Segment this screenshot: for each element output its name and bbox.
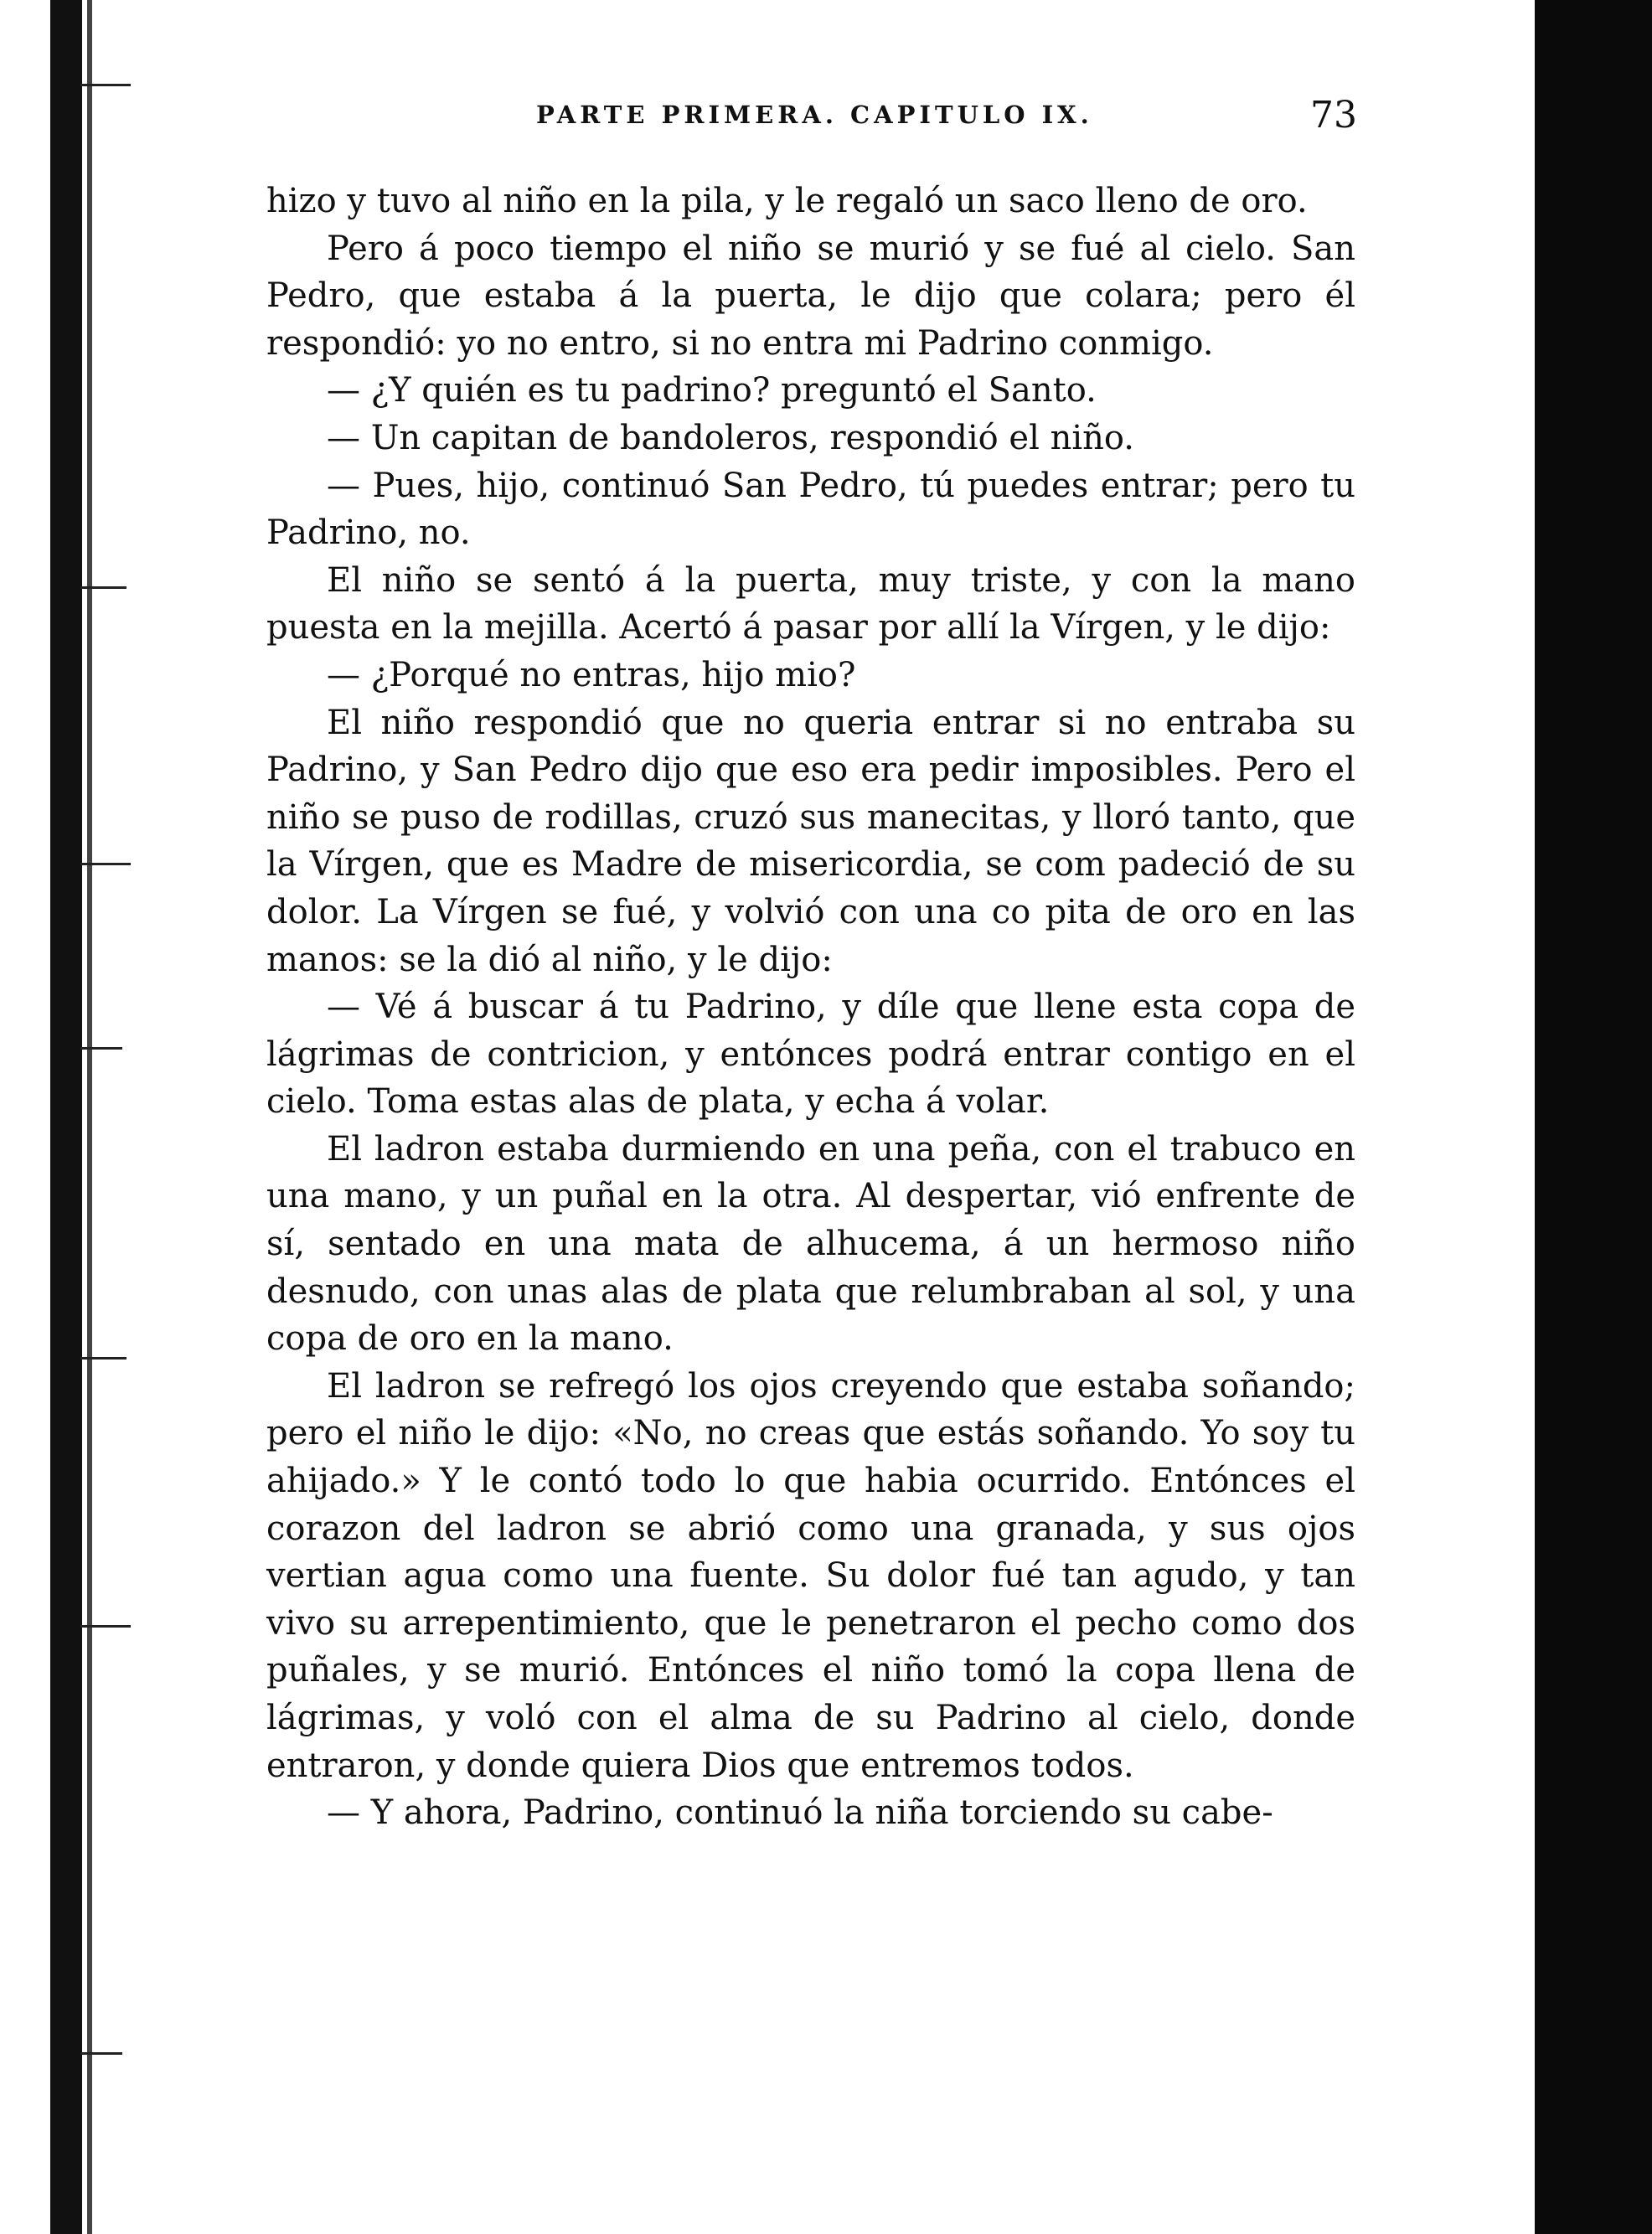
- binding-mark: [80, 84, 131, 86]
- paragraph: — ¿Y quién es tu padrino? preguntó el Santo.: [327, 371, 1097, 410]
- running-head: PARTE PRIMERA. CAPITULO IX.: [536, 101, 1093, 129]
- binding-mark: [80, 1357, 126, 1359]
- paragraph: El ladron estaba durmiendo en una peña, con el trabuco en una mano, y un puñal en la otra. Al despertar, vió enfrente de sí, sentado en una mata de alhucema, á un hermoso niño desnudo, con unas alas de plata que relumbraban al sol, y una copa de oro en la mano.: [266, 1129, 1355, 1359]
- paragraph: Pero á poco tiempo el niño se murió y se fué al cielo. San Pedro, que estaba á la puerta, le dijo que colara; pero él respondió: yo no entro, si no entra mi Padrino conmigo.: [266, 229, 1355, 363]
- binding-strip: [50, 0, 82, 2234]
- paragraph: — Y ahora, Padrino, continuó la niña torciendo su cabe-: [327, 1793, 1273, 1833]
- page-header: [268, 94, 1357, 151]
- binding-mark: [80, 2052, 122, 2055]
- page-number: 73: [1310, 94, 1357, 137]
- paragraph: El niño respondió que no queria entrar si no entraba su Padrino, y San Pedro dijo que eso era pedir imposibles. Pero el niño se puso de rodillas, cruzó sus manecitas, y lloró tanto, que la Vírgen, que es Madre de misericordia, se com padeció de su dolor. La Vírgen se fué, y volvió con una co pita de oro en las manos: se la dió al niño, y le dijo:: [266, 703, 1355, 979]
- paragraph: — ¿Porqué no entras, hijo mio?: [327, 655, 856, 694]
- binding-mark: [80, 863, 131, 865]
- binding-mark: [80, 1047, 122, 1050]
- binding-gutter: [0, 0, 134, 2234]
- paragraph: hizo y tuvo al niño en la pila, y le regaló un saco lleno de oro.: [266, 182, 1308, 220]
- paragraph: — Un capitan de bandoleros, respondió el niño.: [327, 418, 1135, 457]
- paragraph: El ladron se refregó los ojos creyendo que estaba soñando; pero el niño le dijo: «No, no creas que estás soñando. Yo soy tu ahijado.» Y le contó todo lo que habia ocurrido. Entónces el corazon del ladron se abrió como una granada, y sus ojos vertian agua como una fuente. Su dolor fué tan agudo, y tan vivo su arrepentimiento, que le penetraron el pecho como dos puñales, y se murió. Entónces el niño tomó la copa llena de lágrimas, y voló con el alma de su Padrino al cielo, donde entraron, y donde quiera Dios que entremos todos.: [266, 1366, 1355, 1785]
- binding-mark: [80, 586, 126, 589]
- body-text: [266, 178, 1355, 1837]
- page-edge-shadow: [1535, 0, 1652, 2234]
- paragraph: El niño se sentó á la puerta, muy triste, y con la mano puesta en la mejilla. Acertó á pasar por allí la Vírgen, y le dijo:: [266, 560, 1355, 647]
- paragraph: — Vé á buscar á tu Padrino, y díle que llene esta copa de lágrimas de contricion, y entónces podrá entrar contigo en el cielo. Toma estas alas de plata, y echa á volar.: [266, 988, 1355, 1122]
- binding-strip-thin: [87, 0, 92, 2234]
- paragraph: — Pues, hijo, continuó San Pedro, tú puedes entrar; pero tu Padrino, no.: [266, 466, 1355, 553]
- binding-mark: [80, 1625, 131, 1628]
